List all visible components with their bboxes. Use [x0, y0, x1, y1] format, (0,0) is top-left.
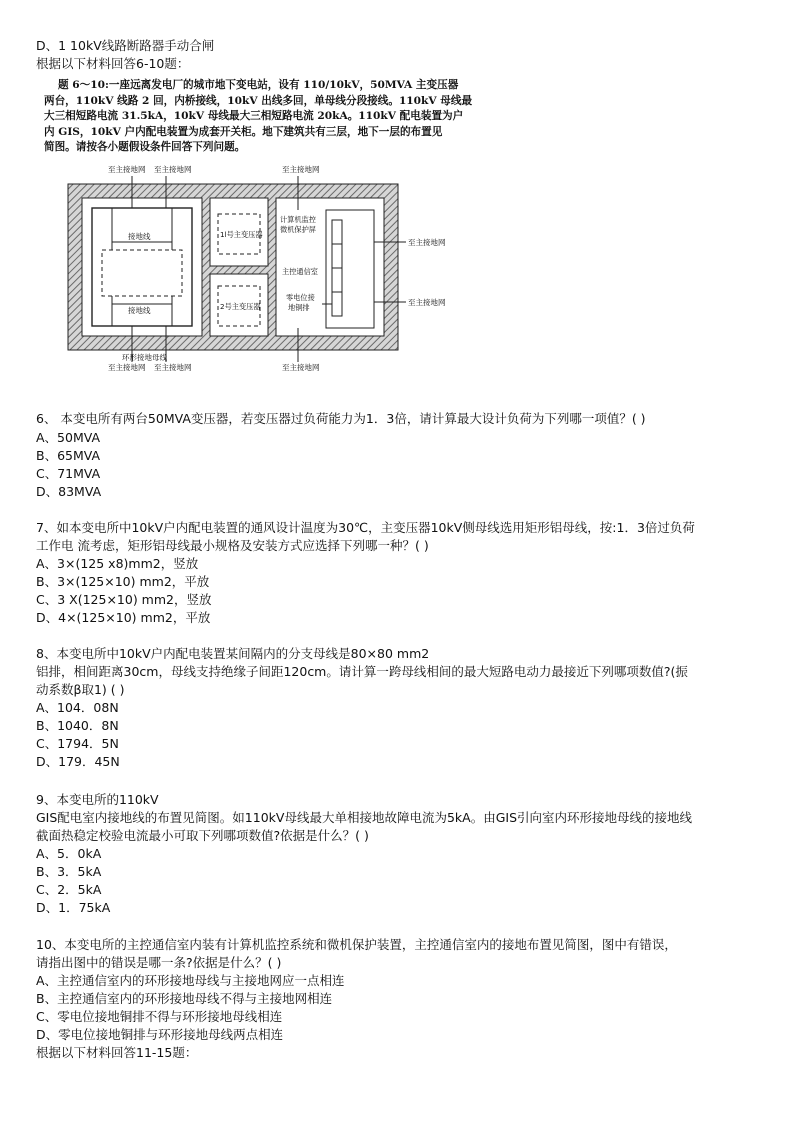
text-line: 10、本变电所的主控通信室内装有计算机监控系统和微机保护装置，主控通信室内的接地布置见简图，图中有错误， [36, 937, 677, 952]
label-ground-bottom-2: 至主接地网 [154, 363, 192, 372]
text-line: C、3 X(125×10) mm2，竖放 [36, 592, 212, 607]
floor-plan-diagram [36, 72, 473, 390]
label-zero-potential-2: 地铜排 [288, 303, 310, 312]
text-line: B、1040．8N [36, 718, 119, 733]
text-line: A、104．08N [36, 700, 119, 715]
top-line-1: D、1 10kV线路断路器手动合闸 [36, 38, 215, 53]
text-line: C、1794．5N [36, 736, 119, 751]
text-line: 7、如本变电所中10kV户内配电装置的通风设计温度为30℃，主变压器10kV侧母线选用矩形铝母线，按:1．3倍过负荷 [36, 520, 695, 535]
label-earth-wire-top: 接地线 [128, 232, 151, 241]
label-computer-monitor-2: 微机保护屏 [280, 225, 316, 234]
label-ground-top-3: 至主接地网 [282, 165, 320, 174]
label-control-room: 主控通信室 [282, 267, 318, 276]
text-line: D、179．45N [36, 754, 120, 769]
label-ground-right-1: 至主接地网 [408, 238, 446, 247]
label-zero-potential-1: 零电位接 [286, 293, 315, 302]
figure-scan [36, 72, 473, 390]
text-line: D、4×(125×10) mm2，平放 [36, 610, 211, 625]
label-earth-wire-bottom: 接地线 [128, 306, 151, 315]
room-gis [82, 198, 202, 336]
text-line: 请指出图中的错误是哪一条?依据是什么？( ) [36, 955, 282, 970]
text-line: B、主控通信室内的环形接地母线不得与主接地网相连 [36, 991, 333, 1006]
text-line: D、1．75kA [36, 900, 111, 915]
text-line: C、零电位接地铜排不得与环形接地母线相连 [36, 1009, 283, 1024]
text-line: GIS配电室内接地线的布置见简图。如110kV母线最大单相接地故障电流为5kA。由GIS引向室内环形接地母线的接地线 [36, 810, 693, 825]
text-line: A、3×(125 x8)mm2，竖放 [36, 556, 199, 571]
label-transformer-2: 2号主变压器 [220, 302, 261, 311]
text-line: 工作电 流考虑，矩形铝母线最小规格及安装方式应选择下列哪一种？( ) [36, 538, 429, 553]
figure-intro-line: 简图。请按各小题假设条件回答下列问题。 [44, 141, 246, 153]
label-ground-bottom-1: 至主接地网 [108, 363, 146, 372]
text-line: D、零电位接地铜排与环形接地母线两点相连 [36, 1027, 284, 1042]
text-line: 8、本变电所中10kV户内配电装置某间隔内的分支母线是80×80 mm2 [36, 646, 430, 661]
figure-intro-line: 两台，110kV 线路 2 回，内桥接线，10kV 出线多回，单母线分段接线。110kV 母线最 [44, 94, 473, 107]
top-line-2: 根据以下材料回答6-10题： [36, 56, 190, 71]
figure-intro-line: 大三相短路电流 31.5kA，10kV 母线最大三相短路电流 20kA。110kV 配电装置为户 [44, 110, 464, 122]
label-ground-top-1: 至主接地网 [108, 165, 146, 174]
text-line: 铝排，相间距离30cm，母线支持绝缘子间距120cm。请计算一跨母线相间的最大短路电动力最接近下列哪项数值?(振 [36, 664, 688, 679]
label-transformer-1: 1l号主变压器 [220, 230, 263, 239]
label-ground-bottom-3: 至主接地网 [282, 363, 320, 372]
text-line: B、3．5kA [36, 864, 102, 879]
text-line: D、83MVA [36, 484, 102, 499]
text-line: A、主控通信室内的环形接地母线与主接地网应一点相连 [36, 973, 345, 988]
text-line: B、3×(125×10) mm2，平放 [36, 574, 210, 589]
text-line: 6、 本变电所有两台50MVA变压器，若变压器过负荷能力为1．3倍，请计算最大设计负荷为下列哪一项值？( ) [36, 411, 646, 426]
text-line: A、50MVA [36, 430, 101, 445]
label-ground-top-2: 至主接地网 [154, 165, 192, 174]
text-line: C、2．5kA [36, 882, 102, 897]
text-line: 根据以下材料回答11-15题： [36, 1045, 198, 1060]
label-ground-right-2: 至主接地网 [408, 298, 446, 307]
figure-intro-line: 题 6～10:一座远离发电厂的城市地下变电站，设有 110/10kV，50MVA 主变压器 [58, 79, 459, 91]
text-line: B、65MVA [36, 448, 101, 463]
text-line: 动系数β取1) ( ) [36, 682, 125, 697]
text-line: C、71MVA [36, 466, 101, 481]
figure-intro-line: 内 GIS，10kV 户内配电装置为成套开关柜。地下建筑共有三层，地下一层的布置见 [44, 125, 443, 138]
text-line: 9、本变电所的110kV [36, 792, 159, 807]
text-line: 截面热稳定校验电流最小可取下列哪项数值?依据是什么？( ) [36, 828, 369, 843]
text-line: A、5．0kA [36, 846, 102, 861]
label-ring-bus: 环形接地母线 [122, 353, 167, 362]
label-computer-monitor-1: 计算机监控 [280, 215, 316, 224]
